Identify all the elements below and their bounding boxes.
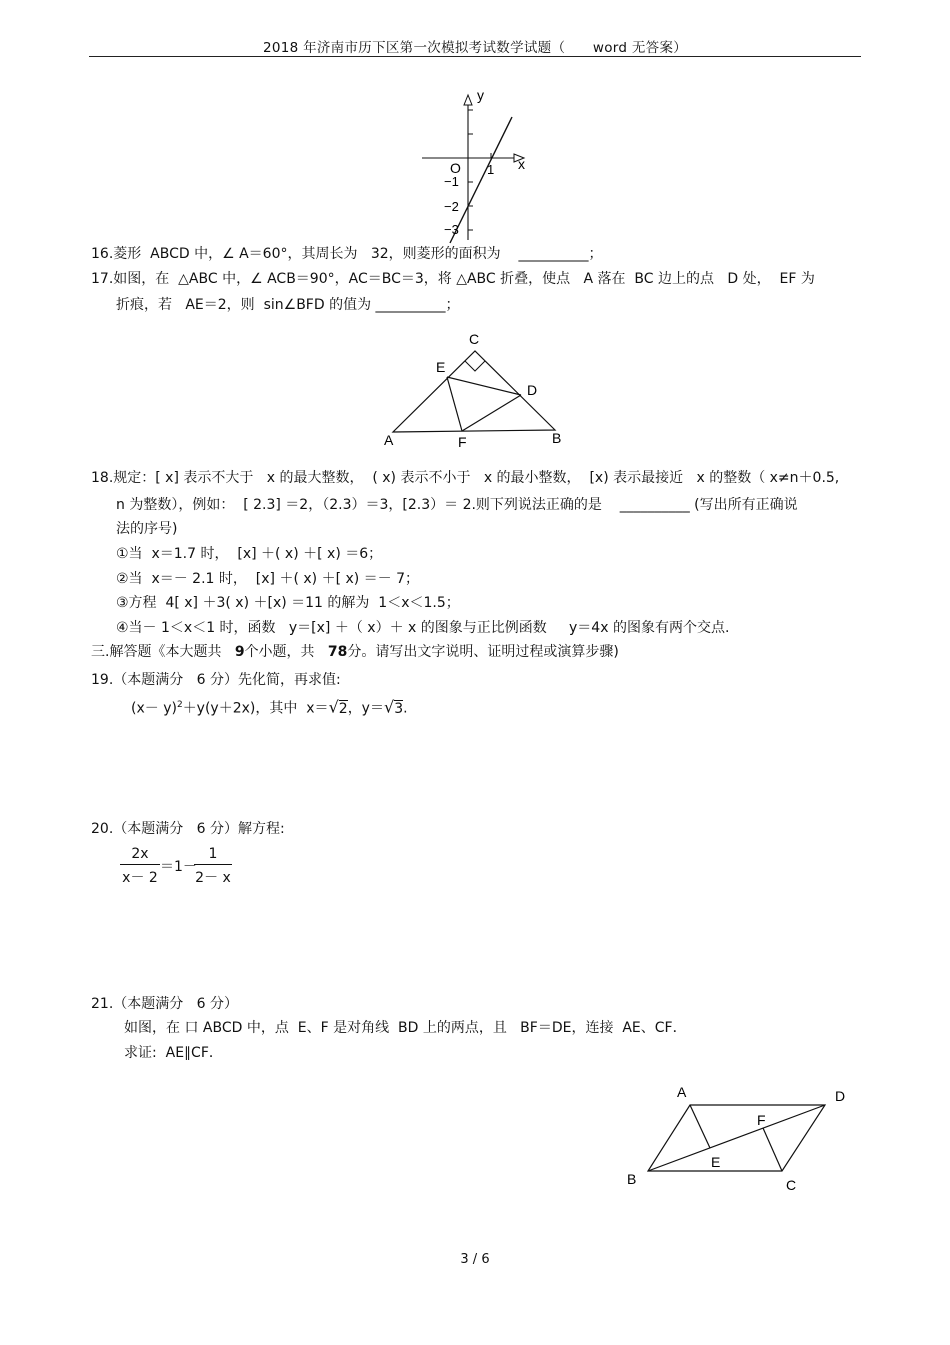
fraction-left xyxy=(120,846,160,887)
origin-label: O xyxy=(450,160,461,176)
right-angle-mark xyxy=(465,361,485,371)
page-number: 3 / 6 xyxy=(460,1252,490,1267)
question-21-title: 21.（本题满分 6 分） xyxy=(91,996,238,1012)
fraction-right xyxy=(194,846,232,887)
question-18-option1: ①当 x＝1.7 时， [x] ＋( x) ＋[ x) ＝6； xyxy=(116,546,383,562)
question-21-line1: 如图，在 口 ABCD 中，点 E、F 是对角线 BD 上的两点，且 BF＝DE，连接 AE、CF． xyxy=(124,1020,687,1036)
question-18-option2: ②当 x＝－ 2.1 时， [x] ＋( x) ＋[ x) ＝－ 7； xyxy=(116,571,420,587)
question-18-line2: n 为整数），例如： [ 2.3] ＝2，（2.3）＝3，[2.3）＝ 2.则下列说法正确的是 __________ (写出所有正确说 xyxy=(116,497,798,513)
segment-ef xyxy=(447,377,462,431)
equation-middle: ＝1－ xyxy=(160,859,197,875)
question-18-option3: ③方程 4[ x] ＋3( x) ＋[x) ＝11 的解为 1＜x＜1.5； xyxy=(116,595,460,611)
question-16: 16.菱形 ABCD 中，∠ A＝60°，其周长为 32，则菱形的面积为 __________； xyxy=(91,246,603,262)
function-line xyxy=(450,117,512,243)
point-e-label: E xyxy=(436,359,446,375)
fraction-right-denominator: 2－ x xyxy=(195,870,231,886)
point-f-label: F xyxy=(458,434,467,450)
tick-label-m2: −2 xyxy=(444,199,459,214)
tick-label-m3: −3 xyxy=(444,222,459,237)
point-c-label: C xyxy=(469,331,480,347)
question-18-line1: 18.规定：[ x] 表示不大于 x 的最大整数， ( x) 表示不小于 x 的最小整数， [x) 表示最接近 x 的整数（ x≠n＋0.5, xyxy=(91,470,840,486)
y-axis-label: y xyxy=(477,87,484,103)
point-d-label: D xyxy=(527,382,538,398)
question-20-title: 20.（本题满分 6 分）解方程: xyxy=(91,821,285,837)
fraction-left-denominator: x－ 2 xyxy=(122,870,158,886)
sqrt-symbol: √ xyxy=(383,697,395,717)
question-18-option4: ④当－ 1＜x＜1 时，函数 y＝[x] ＋（ x）＋ x 的图象与正比例函数 y＝4x 的图象有两个交点. xyxy=(116,620,730,636)
fraction-left-numerator: 2x xyxy=(131,846,149,862)
point-d-label: D xyxy=(835,1088,846,1104)
fraction-right-numerator: 1 xyxy=(208,846,218,862)
question-21-line2: 求证: AE∥CF． xyxy=(124,1045,223,1061)
header-rule xyxy=(89,56,861,57)
parallelogram-figure xyxy=(620,1078,860,1198)
point-b-label: B xyxy=(552,430,562,446)
segment-cf xyxy=(763,1128,782,1171)
point-a-label: A xyxy=(677,1084,687,1100)
tick-label-m1: −1 xyxy=(444,174,459,189)
question-19-title: 19.（本题满分 6 分）先化简，再求值: xyxy=(91,672,341,688)
triangle-figure xyxy=(375,325,575,455)
point-c-label: C xyxy=(786,1177,797,1193)
question-17-line2: 折痕，若 AE＝2，则 sin∠BFD 的值为 __________； xyxy=(116,297,460,313)
point-a-label: A xyxy=(384,432,394,448)
segment-ae xyxy=(690,1105,710,1148)
tick-label-1: 1 xyxy=(487,162,495,177)
sqrt-symbol: √ xyxy=(328,697,339,717)
page-header: 2018 年济南市历下区第一次模拟考试数学试题（ word 无答案） xyxy=(262,40,688,56)
point-f-label: F xyxy=(757,1112,766,1128)
section-3-heading: 三.解答题《本大题共 9个小题，共 78分。请写出文字说明、证明过程或演算步骤) xyxy=(91,644,619,660)
y-axis-arrow xyxy=(464,95,472,105)
x-axis-label: x xyxy=(518,156,525,172)
point-e-label: E xyxy=(711,1154,721,1170)
question-17-line1: 17.如图，在 △ABC 中，∠ ACB＝90°，AC＝BC＝3，将 △ABC 折叠，使点 A 落在 BC 边上的点 D 处， EF 为 xyxy=(91,271,815,287)
point-b-label: B xyxy=(627,1171,637,1187)
question-18-line3: 法的序号) xyxy=(116,521,178,537)
question-19-expression: $(x- y)^2+y(y+2x)$，其中 x＝√2，y＝√3. xyxy=(131,697,408,717)
diagonal-bd xyxy=(648,1105,825,1171)
coordinate-graph xyxy=(410,85,540,245)
segment-fd xyxy=(462,395,521,431)
